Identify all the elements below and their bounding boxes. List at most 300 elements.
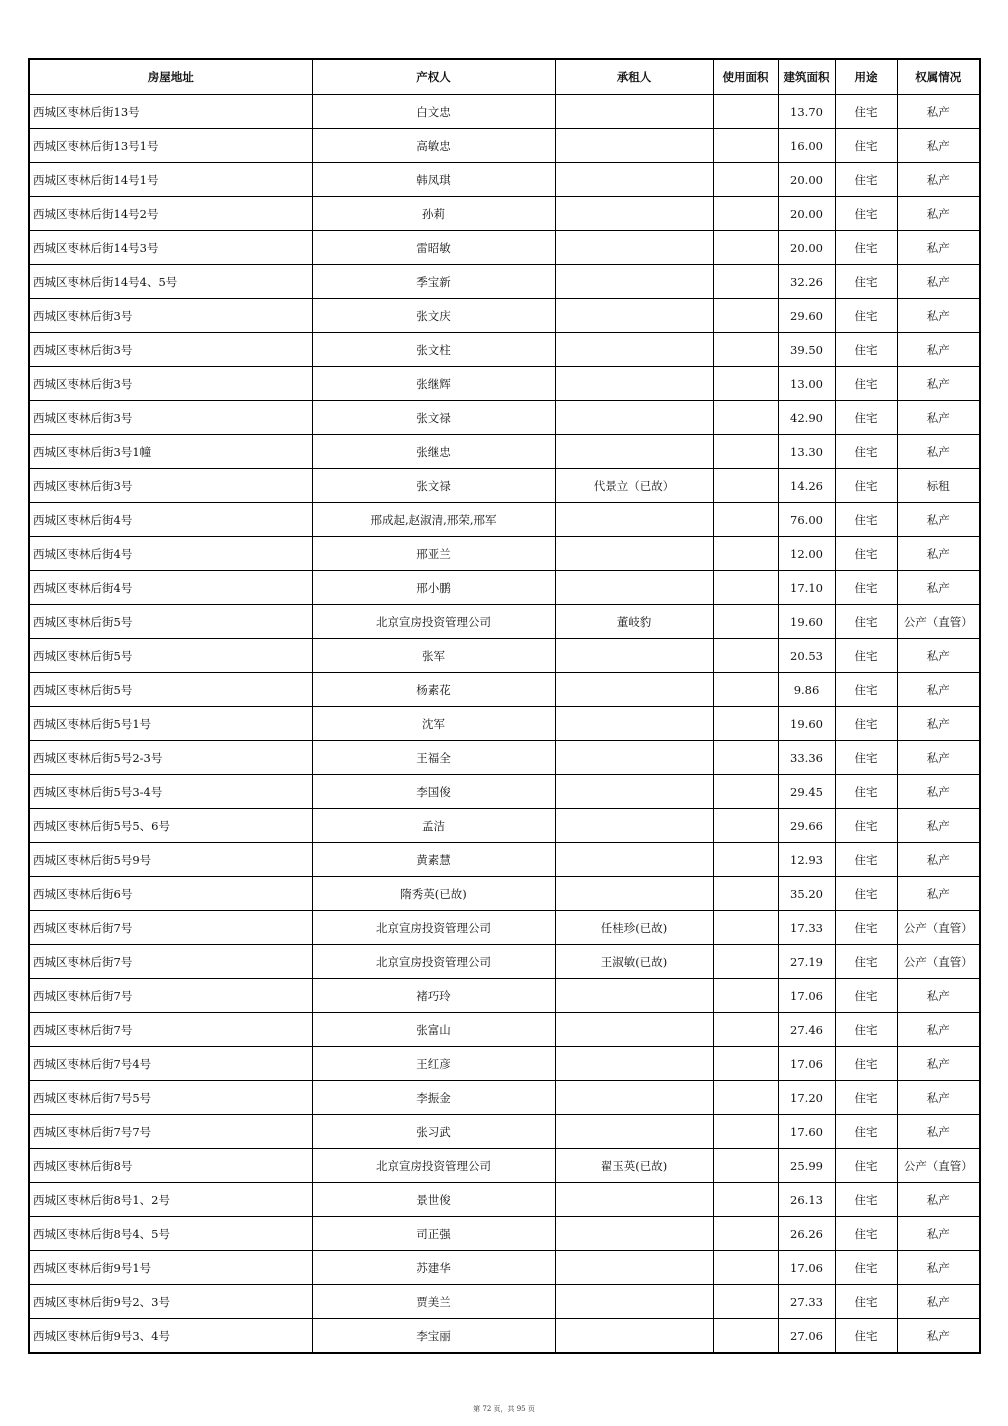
table-row (29, 299, 980, 333)
table-row (29, 945, 980, 979)
usable-area-cell (713, 197, 778, 231)
table-row (29, 1183, 980, 1217)
address-cell: 西城区枣林后街9号1号 (29, 1251, 312, 1285)
owner-cell: 孙莉 (312, 197, 555, 231)
address-cell: 西城区枣林后街5号 (29, 639, 312, 673)
building-area-cell: 13.70 (778, 95, 835, 129)
building-area-cell: 17.06 (778, 1047, 835, 1081)
ownership-cell: 私产 (897, 843, 980, 877)
table-row (29, 1319, 980, 1354)
owner-cell: 北京宣房投资管理公司 (312, 911, 555, 945)
usage-cell: 住宅 (835, 537, 897, 571)
table-row (29, 469, 980, 503)
address-cell: 西城区枣林后街14号4、5号 (29, 265, 312, 299)
tenant-cell (555, 503, 713, 537)
ownership-cell: 私产 (897, 775, 980, 809)
address-cell: 西城区枣林后街7号 (29, 1013, 312, 1047)
usage-cell: 住宅 (835, 1013, 897, 1047)
ownership-cell: 私产 (897, 741, 980, 775)
usable-area-cell (713, 877, 778, 911)
tenant-cell (555, 741, 713, 775)
usage-cell: 住宅 (835, 231, 897, 265)
usage-cell: 住宅 (835, 1183, 897, 1217)
header-usage: 用途 (835, 59, 897, 95)
ownership-cell: 私产 (897, 1115, 980, 1149)
building-area-cell: 39.50 (778, 333, 835, 367)
table-row (29, 911, 980, 945)
address-cell: 西城区枣林后街13号1号 (29, 129, 312, 163)
usable-area-cell (713, 367, 778, 401)
tenant-cell: 翟玉英(已故) (555, 1149, 713, 1183)
usage-cell: 住宅 (835, 197, 897, 231)
usable-area-cell (713, 299, 778, 333)
ownership-cell: 私产 (897, 435, 980, 469)
address-cell: 西城区枣林后街5号 (29, 673, 312, 707)
usage-cell: 住宅 (835, 1149, 897, 1183)
ownership-cell: 私产 (897, 163, 980, 197)
usage-cell: 住宅 (835, 707, 897, 741)
ownership-cell: 公产（直管） (897, 911, 980, 945)
building-area-cell: 32.26 (778, 265, 835, 299)
tenant-cell (555, 707, 713, 741)
building-area-cell: 13.00 (778, 367, 835, 401)
ownership-cell: 私产 (897, 367, 980, 401)
usage-cell: 住宅 (835, 911, 897, 945)
usable-area-cell (713, 1319, 778, 1354)
owner-cell: 苏建华 (312, 1251, 555, 1285)
building-area-cell: 35.20 (778, 877, 835, 911)
tenant-cell: 王淑敏(已故) (555, 945, 713, 979)
table-row (29, 333, 980, 367)
owner-cell: 邢亚兰 (312, 537, 555, 571)
ownership-cell: 私产 (897, 231, 980, 265)
tenant-cell (555, 95, 713, 129)
table-row (29, 265, 980, 299)
building-area-cell: 20.00 (778, 197, 835, 231)
usable-area-cell (713, 95, 778, 129)
usage-cell: 住宅 (835, 401, 897, 435)
usable-area-cell (713, 129, 778, 163)
address-cell: 西城区枣林后街9号3、4号 (29, 1319, 312, 1354)
usable-area-cell (713, 639, 778, 673)
table-row (29, 231, 980, 265)
table-row (29, 1081, 980, 1115)
address-cell: 西城区枣林后街3号 (29, 333, 312, 367)
address-cell: 西城区枣林后街3号 (29, 299, 312, 333)
table-body (29, 95, 980, 1354)
tenant-cell (555, 333, 713, 367)
address-cell: 西城区枣林后街8号1、2号 (29, 1183, 312, 1217)
usage-cell: 住宅 (835, 435, 897, 469)
table-row (29, 503, 980, 537)
usable-area-cell (713, 163, 778, 197)
building-area-cell: 12.93 (778, 843, 835, 877)
building-area-cell: 13.30 (778, 435, 835, 469)
table-row (29, 367, 980, 401)
usage-cell: 住宅 (835, 945, 897, 979)
building-area-cell: 42.90 (778, 401, 835, 435)
usage-cell: 住宅 (835, 265, 897, 299)
usable-area-cell (713, 945, 778, 979)
usage-cell: 住宅 (835, 1081, 897, 1115)
building-area-cell: 12.00 (778, 537, 835, 571)
usage-cell: 住宅 (835, 503, 897, 537)
table-row (29, 877, 980, 911)
tenant-cell (555, 367, 713, 401)
owner-cell: 孟洁 (312, 809, 555, 843)
usable-area-cell (713, 231, 778, 265)
building-area-cell: 19.60 (778, 707, 835, 741)
owner-cell: 隋秀英(已故) (312, 877, 555, 911)
owner-cell: 李振金 (312, 1081, 555, 1115)
owner-cell: 杨素花 (312, 673, 555, 707)
usable-area-cell (713, 1285, 778, 1319)
owner-cell: 季宝新 (312, 265, 555, 299)
tenant-cell: 董岐豹 (555, 605, 713, 639)
tenant-cell (555, 843, 713, 877)
address-cell: 西城区枣林后街3号 (29, 401, 312, 435)
usage-cell: 住宅 (835, 1319, 897, 1354)
usage-cell: 住宅 (835, 1115, 897, 1149)
tenant-cell (555, 265, 713, 299)
table-row (29, 1013, 980, 1047)
usage-cell: 住宅 (835, 367, 897, 401)
owner-cell: 王福全 (312, 741, 555, 775)
tenant-cell (555, 1251, 713, 1285)
building-area-cell: 17.20 (778, 1081, 835, 1115)
table-row (29, 741, 980, 775)
owner-cell: 北京宣房投资管理公司 (312, 945, 555, 979)
usage-cell: 住宅 (835, 979, 897, 1013)
ownership-cell: 私产 (897, 1217, 980, 1251)
table-row (29, 163, 980, 197)
ownership-cell: 标租 (897, 469, 980, 503)
owner-cell: 褚巧玲 (312, 979, 555, 1013)
usage-cell: 住宅 (835, 1217, 897, 1251)
owner-cell: 司正强 (312, 1217, 555, 1251)
address-cell: 西城区枣林后街14号2号 (29, 197, 312, 231)
owner-cell: 张继辉 (312, 367, 555, 401)
tenant-cell (555, 979, 713, 1013)
usable-area-cell (713, 1217, 778, 1251)
building-area-cell: 27.33 (778, 1285, 835, 1319)
property-table (28, 58, 981, 1354)
owner-cell: 白文忠 (312, 95, 555, 129)
building-area-cell: 17.06 (778, 1251, 835, 1285)
tenant-cell (555, 571, 713, 605)
usable-area-cell (713, 1013, 778, 1047)
tenant-cell (555, 1183, 713, 1217)
ownership-cell: 私产 (897, 1081, 980, 1115)
usable-area-cell (713, 1149, 778, 1183)
usable-area-cell (713, 809, 778, 843)
tenant-cell (555, 435, 713, 469)
ownership-cell: 公产（直管） (897, 1149, 980, 1183)
usable-area-cell (713, 741, 778, 775)
usage-cell: 住宅 (835, 163, 897, 197)
building-area-cell: 14.26 (778, 469, 835, 503)
usable-area-cell (713, 979, 778, 1013)
header-address: 房屋地址 (29, 59, 312, 95)
address-cell: 西城区枣林后街4号 (29, 571, 312, 605)
tenant-cell (555, 1081, 713, 1115)
usage-cell: 住宅 (835, 1285, 897, 1319)
tenant-cell (555, 231, 713, 265)
usable-area-cell (713, 673, 778, 707)
usage-cell: 住宅 (835, 95, 897, 129)
usable-area-cell (713, 333, 778, 367)
address-cell: 西城区枣林后街7号7号 (29, 1115, 312, 1149)
owner-cell: 李宝丽 (312, 1319, 555, 1354)
usage-cell: 住宅 (835, 843, 897, 877)
table-row (29, 1149, 980, 1183)
ownership-cell: 私产 (897, 877, 980, 911)
owner-cell: 王红彦 (312, 1047, 555, 1081)
address-cell: 西城区枣林后街4号 (29, 503, 312, 537)
ownership-cell: 私产 (897, 1013, 980, 1047)
usage-cell: 住宅 (835, 1251, 897, 1285)
usable-area-cell (713, 401, 778, 435)
usage-cell: 住宅 (835, 673, 897, 707)
ownership-cell: 私产 (897, 197, 980, 231)
owner-cell: 张文柱 (312, 333, 555, 367)
ownership-cell: 私产 (897, 1285, 980, 1319)
address-cell: 西城区枣林后街14号3号 (29, 231, 312, 265)
usable-area-cell (713, 435, 778, 469)
usable-area-cell (713, 1047, 778, 1081)
usage-cell: 住宅 (835, 775, 897, 809)
owner-cell: 韩凤琪 (312, 163, 555, 197)
table-row (29, 1217, 980, 1251)
table-row (29, 673, 980, 707)
address-cell: 西城区枣林后街5号3-4号 (29, 775, 312, 809)
usable-area-cell (713, 1115, 778, 1149)
table-row (29, 775, 980, 809)
owner-cell: 李国俊 (312, 775, 555, 809)
tenant-cell (555, 299, 713, 333)
address-cell: 西城区枣林后街8号 (29, 1149, 312, 1183)
usage-cell: 住宅 (835, 741, 897, 775)
owner-cell: 贾美兰 (312, 1285, 555, 1319)
tenant-cell (555, 673, 713, 707)
owner-cell: 张继忠 (312, 435, 555, 469)
building-area-cell: 29.60 (778, 299, 835, 333)
building-area-cell: 17.06 (778, 979, 835, 1013)
ownership-cell: 公产（直管） (897, 605, 980, 639)
building-area-cell: 26.26 (778, 1217, 835, 1251)
address-cell: 西城区枣林后街5号 (29, 605, 312, 639)
tenant-cell (555, 1047, 713, 1081)
address-cell: 西城区枣林后街3号1幢 (29, 435, 312, 469)
owner-cell: 邢小鹏 (312, 571, 555, 605)
address-cell: 西城区枣林后街3号 (29, 367, 312, 401)
address-cell: 西城区枣林后街5号2-3号 (29, 741, 312, 775)
tenant-cell (555, 639, 713, 673)
ownership-cell: 私产 (897, 95, 980, 129)
usable-area-cell (713, 571, 778, 605)
address-cell: 西城区枣林后街5号9号 (29, 843, 312, 877)
ownership-cell: 私产 (897, 1251, 980, 1285)
building-area-cell: 17.33 (778, 911, 835, 945)
table-row (29, 605, 980, 639)
table-row (29, 571, 980, 605)
building-area-cell: 29.66 (778, 809, 835, 843)
usable-area-cell (713, 1183, 778, 1217)
usage-cell: 住宅 (835, 639, 897, 673)
ownership-cell: 公产（直管） (897, 945, 980, 979)
table-row (29, 639, 980, 673)
table-row (29, 1047, 980, 1081)
ownership-cell: 私产 (897, 129, 980, 163)
ownership-cell: 私产 (897, 299, 980, 333)
table-row (29, 95, 980, 129)
building-area-cell: 19.60 (778, 605, 835, 639)
header-tenant: 承租人 (555, 59, 713, 95)
usable-area-cell (713, 469, 778, 503)
owner-cell: 景世俊 (312, 1183, 555, 1217)
table-header-row (29, 59, 980, 95)
address-cell: 西城区枣林后街7号 (29, 945, 312, 979)
building-area-cell: 17.60 (778, 1115, 835, 1149)
address-cell: 西城区枣林后街6号 (29, 877, 312, 911)
tenant-cell (555, 197, 713, 231)
tenant-cell (555, 1217, 713, 1251)
owner-cell: 张军 (312, 639, 555, 673)
owner-cell: 北京宣房投资管理公司 (312, 605, 555, 639)
address-cell: 西城区枣林后街7号5号 (29, 1081, 312, 1115)
building-area-cell: 16.00 (778, 129, 835, 163)
owner-cell: 张文禄 (312, 401, 555, 435)
ownership-cell: 私产 (897, 1319, 980, 1354)
ownership-cell: 私产 (897, 673, 980, 707)
ownership-cell: 私产 (897, 979, 980, 1013)
address-cell: 西城区枣林后街5号1号 (29, 707, 312, 741)
usable-area-cell (713, 1081, 778, 1115)
building-area-cell: 27.46 (778, 1013, 835, 1047)
page-number: 第 72 页，共 95 页 (473, 1405, 535, 1413)
tenant-cell: 代景立（已故） (555, 469, 713, 503)
header-ownership: 权属情况 (897, 59, 980, 95)
usable-area-cell (713, 537, 778, 571)
owner-cell: 张习武 (312, 1115, 555, 1149)
building-area-cell: 20.00 (778, 231, 835, 265)
usage-cell: 住宅 (835, 605, 897, 639)
address-cell: 西城区枣林后街8号4、5号 (29, 1217, 312, 1251)
owner-cell: 张文禄 (312, 469, 555, 503)
address-cell: 西城区枣林后街9号2、3号 (29, 1285, 312, 1319)
address-cell: 西城区枣林后街4号 (29, 537, 312, 571)
building-area-cell: 20.53 (778, 639, 835, 673)
ownership-cell: 私产 (897, 333, 980, 367)
tenant-cell (555, 537, 713, 571)
tenant-cell (555, 1115, 713, 1149)
building-area-cell: 76.00 (778, 503, 835, 537)
table-row (29, 197, 980, 231)
ownership-cell: 私产 (897, 571, 980, 605)
usable-area-cell (713, 707, 778, 741)
usage-cell: 住宅 (835, 129, 897, 163)
tenant-cell (555, 129, 713, 163)
building-area-cell: 33.36 (778, 741, 835, 775)
table-row (29, 1251, 980, 1285)
building-area-cell: 17.10 (778, 571, 835, 605)
usage-cell: 住宅 (835, 877, 897, 911)
tenant-cell (555, 1013, 713, 1047)
ownership-cell: 私产 (897, 809, 980, 843)
owner-cell: 黄素慧 (312, 843, 555, 877)
usable-area-cell (713, 775, 778, 809)
tenant-cell (555, 775, 713, 809)
usable-area-cell (713, 265, 778, 299)
owner-cell: 沈军 (312, 707, 555, 741)
usage-cell: 住宅 (835, 333, 897, 367)
address-cell: 西城区枣林后街14号1号 (29, 163, 312, 197)
usage-cell: 住宅 (835, 299, 897, 333)
usage-cell: 住宅 (835, 1047, 897, 1081)
owner-cell: 高敏忠 (312, 129, 555, 163)
table-row (29, 707, 980, 741)
address-cell: 西城区枣林后街7号4号 (29, 1047, 312, 1081)
building-area-cell: 9.86 (778, 673, 835, 707)
building-area-cell: 27.06 (778, 1319, 835, 1354)
usable-area-cell (713, 911, 778, 945)
table-row (29, 809, 980, 843)
table-row (29, 843, 980, 877)
usable-area-cell (713, 1251, 778, 1285)
building-area-cell: 26.13 (778, 1183, 835, 1217)
ownership-cell: 私产 (897, 503, 980, 537)
ownership-cell: 私产 (897, 401, 980, 435)
usage-cell: 住宅 (835, 571, 897, 605)
owner-cell: 张富山 (312, 1013, 555, 1047)
owner-cell: 北京宣房投资管理公司 (312, 1149, 555, 1183)
ownership-cell: 私产 (897, 639, 980, 673)
address-cell: 西城区枣林后街7号 (29, 979, 312, 1013)
ownership-cell: 私产 (897, 537, 980, 571)
ownership-cell: 私产 (897, 1047, 980, 1081)
usable-area-cell (713, 843, 778, 877)
address-cell: 西城区枣林后街5号5、6号 (29, 809, 312, 843)
building-area-cell: 29.45 (778, 775, 835, 809)
usable-area-cell (713, 605, 778, 639)
table-row (29, 1285, 980, 1319)
header-usable-area: 使用面积 (713, 59, 778, 95)
tenant-cell (555, 401, 713, 435)
tenant-cell (555, 809, 713, 843)
table-row (29, 979, 980, 1013)
tenant-cell (555, 1319, 713, 1354)
table-row (29, 129, 980, 163)
table-row (29, 537, 980, 571)
owner-cell: 张文庆 (312, 299, 555, 333)
ownership-cell: 私产 (897, 265, 980, 299)
building-area-cell: 25.99 (778, 1149, 835, 1183)
usable-area-cell (713, 503, 778, 537)
address-cell: 西城区枣林后街3号 (29, 469, 312, 503)
owner-cell: 邢成起,赵淑清,邢荣,邢军 (312, 503, 555, 537)
tenant-cell (555, 1285, 713, 1319)
table-row (29, 1115, 980, 1149)
table-row (29, 401, 980, 435)
ownership-cell: 私产 (897, 707, 980, 741)
address-cell: 西城区枣林后街7号 (29, 911, 312, 945)
address-cell: 西城区枣林后街13号 (29, 95, 312, 129)
building-area-cell: 27.19 (778, 945, 835, 979)
table-row (29, 435, 980, 469)
header-owner: 产权人 (312, 59, 555, 95)
tenant-cell: 任桂珍(已故) (555, 911, 713, 945)
usage-cell: 住宅 (835, 809, 897, 843)
